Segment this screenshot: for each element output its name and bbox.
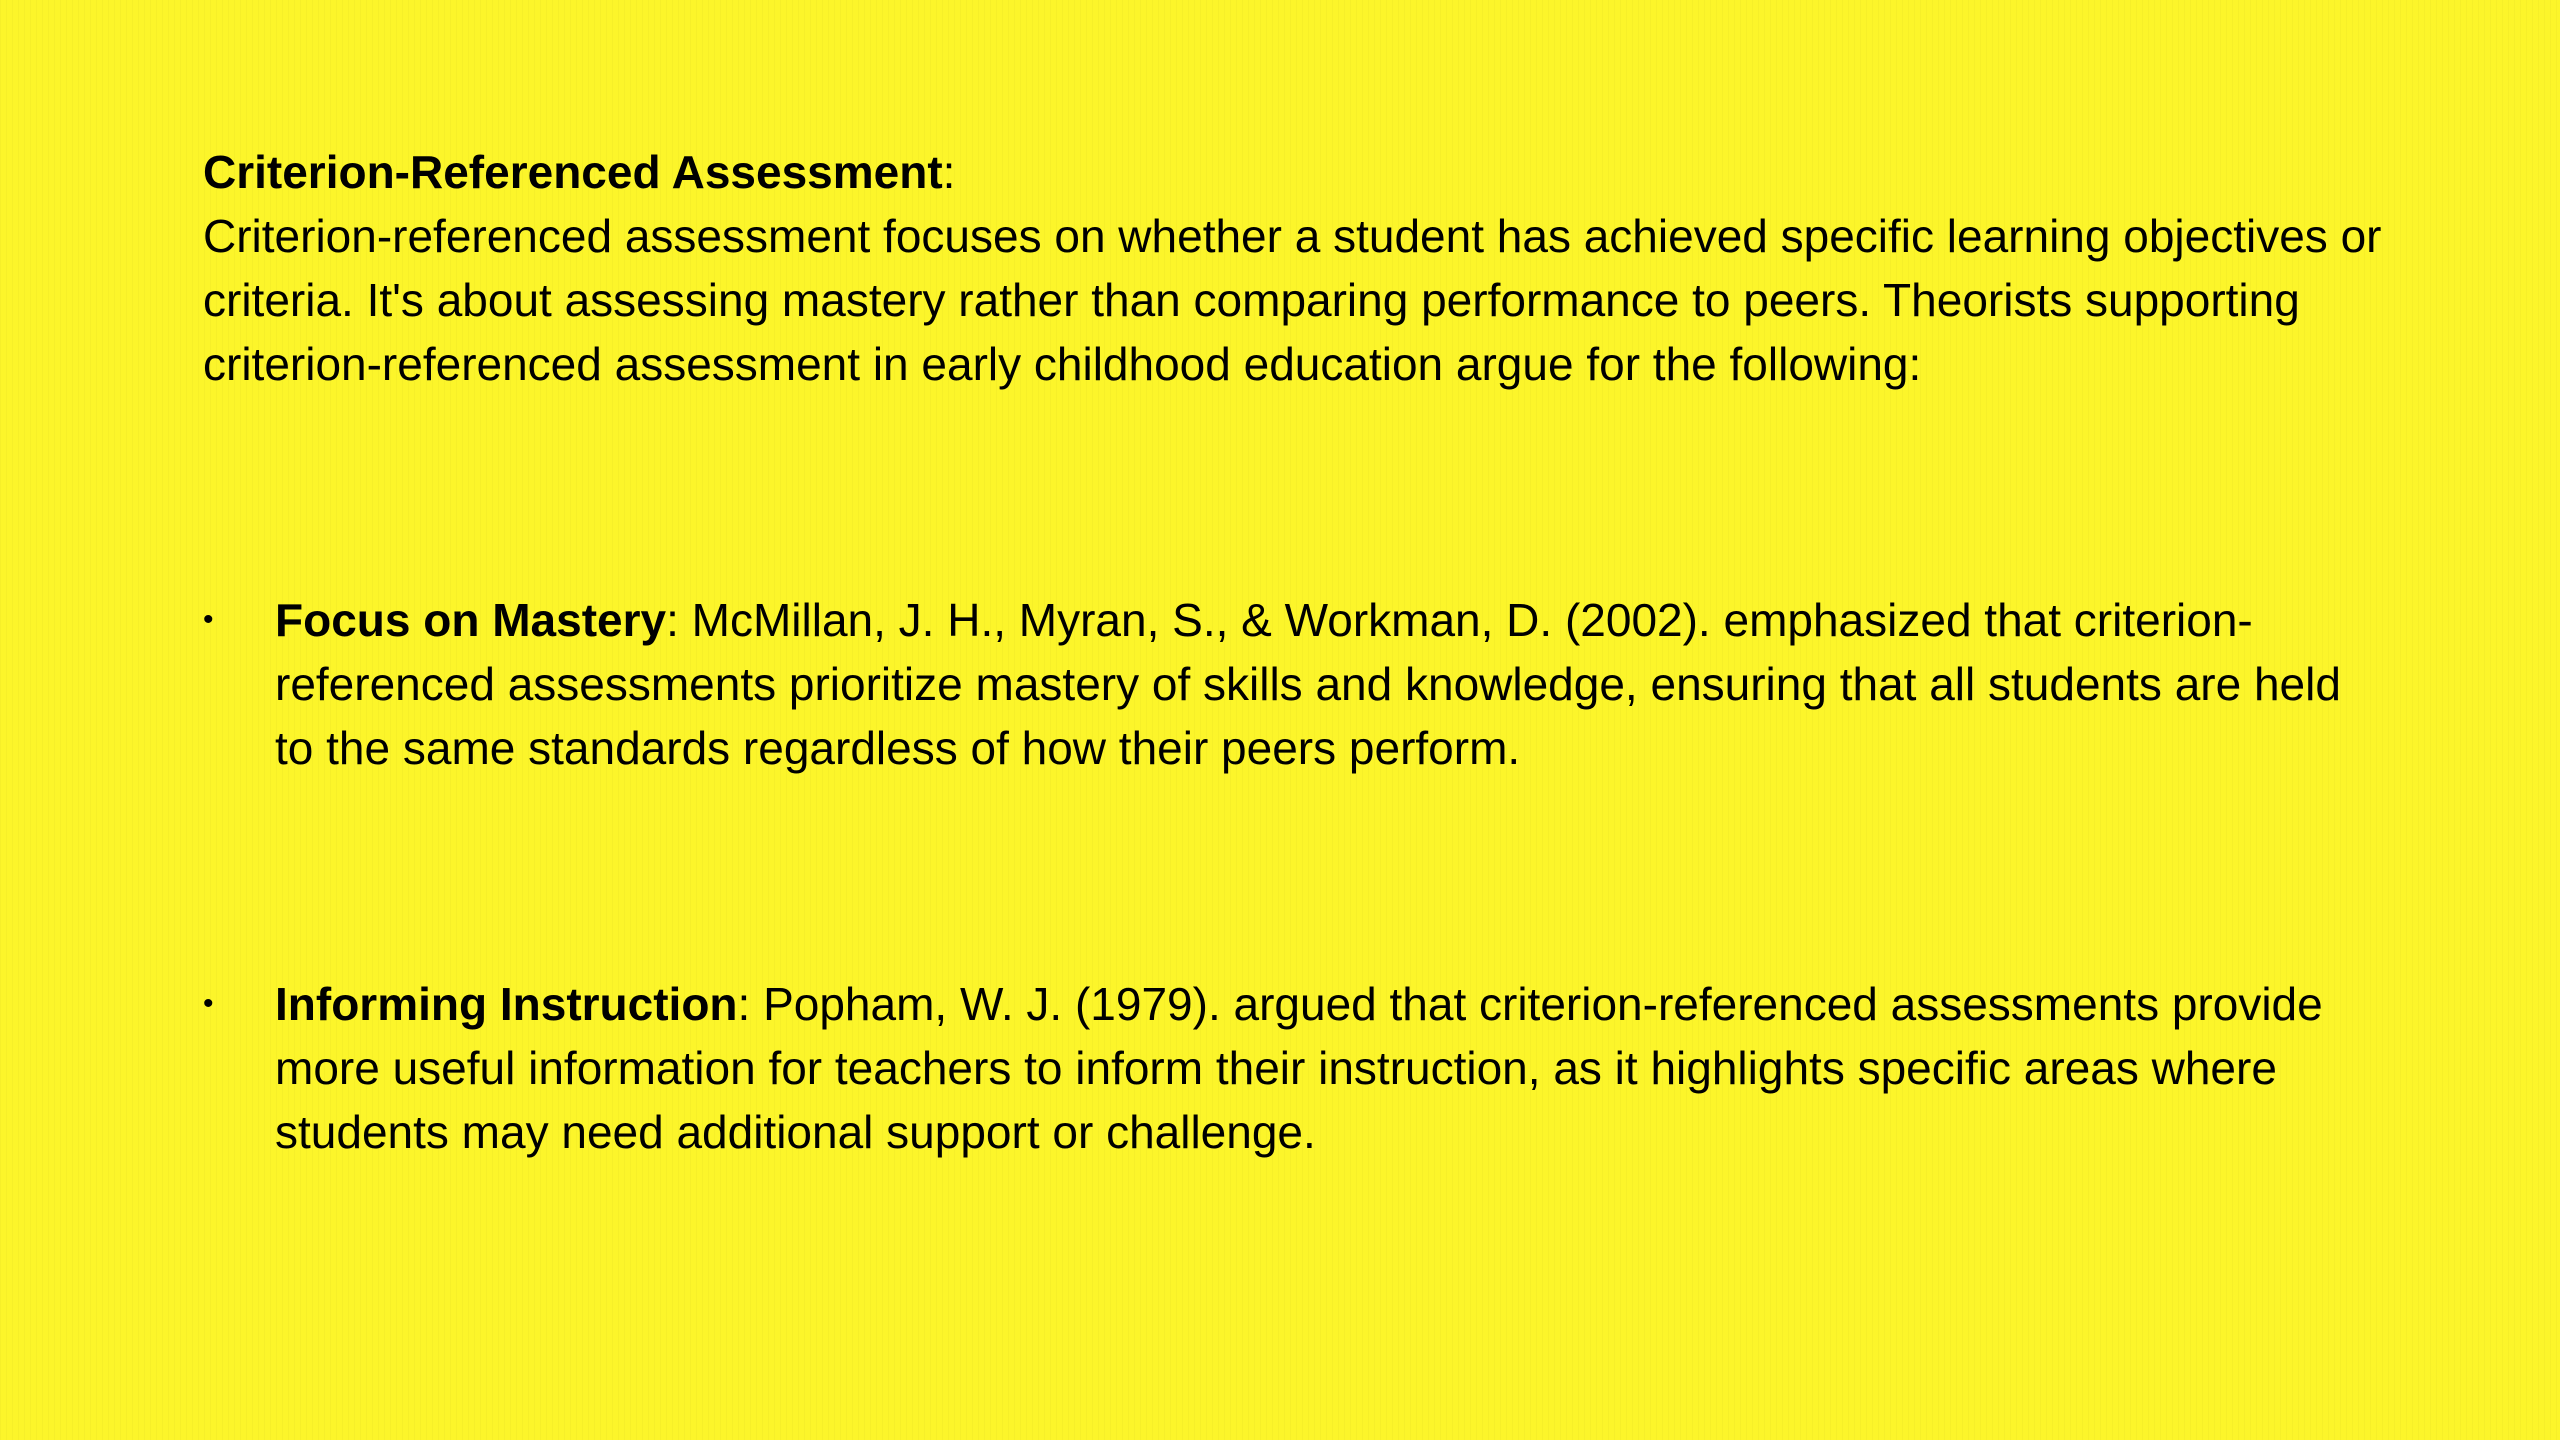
bullet-title: Informing Instruction [275, 978, 738, 1030]
bullet-item-focus-on-mastery [203, 588, 2353, 780]
intro-paragraph: Criterion-referenced assessment focuses on whether a student has achieved specific learning objectives or criteria. It's about assessing mastery rather than comparing performance to peers. Theorists supporting criterion-referenced assessment in early childhood education argue for the following: [203, 210, 2382, 390]
intro-section [203, 140, 2383, 396]
bullet-body: : Popham, W. J. (1979). argued that criterion-referenced assessments provide more useful information for teachers to inform their instruction, as it highlights specific areas where students may need additional support or challenge. [275, 978, 2323, 1158]
heading-text: Criterion-Referenced Assessment [203, 146, 943, 198]
bullet-text [275, 972, 2353, 1164]
bullet-body: : McMillan, J. H., Myran, S., & Workman, D. (2002). emphasized that criterion-referenced assessments prioritize mastery of skills and knowledge, ensuring that all students are held to the same standards regardless of how their peers perform. [275, 594, 2341, 774]
bullet-text [275, 588, 2353, 780]
bullet-item-informing-instruction [203, 972, 2353, 1164]
section-heading [203, 140, 2383, 204]
bullet-title: Focus on Mastery [275, 594, 667, 646]
heading-colon: : [942, 146, 956, 198]
bullet-dot-icon: • [203, 603, 214, 636]
bullet-dot-icon: • [203, 987, 214, 1020]
